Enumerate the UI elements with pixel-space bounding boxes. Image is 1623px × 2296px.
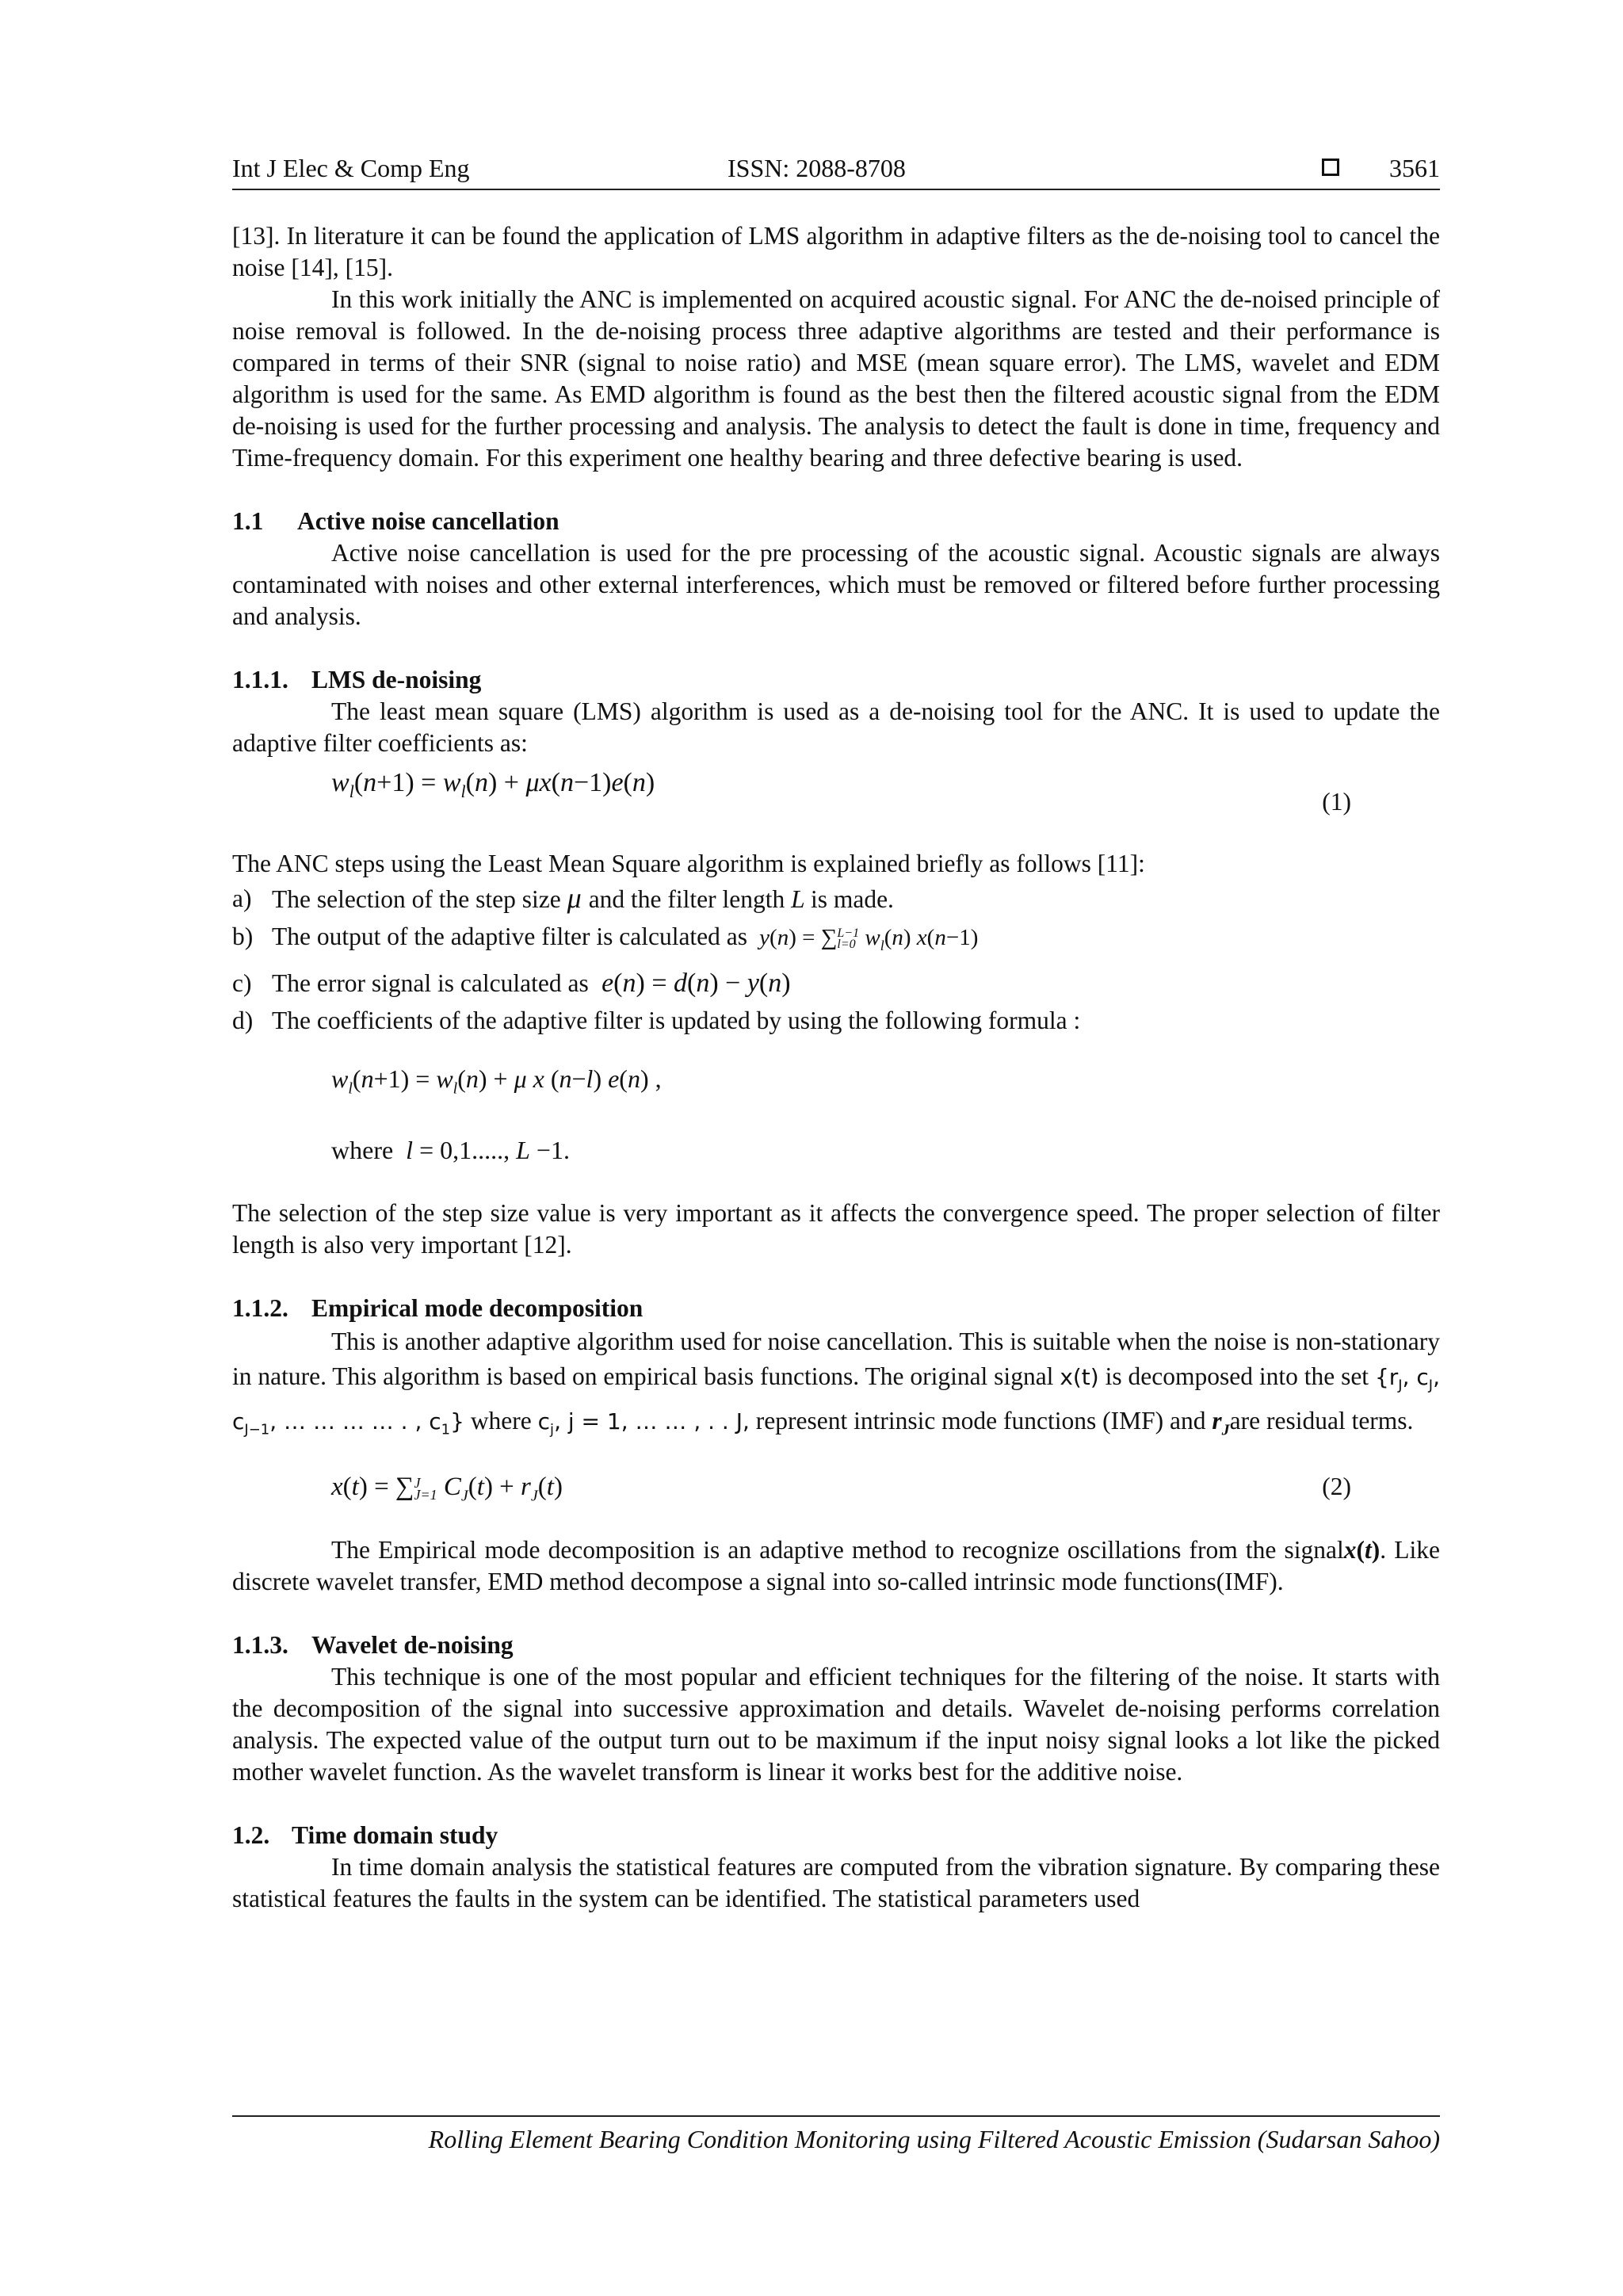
footer-title: Rolling Element Bearing Condition Monitoring using Filtered Acoustic Emission (Sudarsan Sahoo) [428, 2125, 1440, 2153]
issn: ISSN: 2088-8708 [727, 154, 906, 182]
section-heading-1-1-2: 1.1.2. Empirical mode decomposition [232, 1294, 643, 1323]
equation-1 [232, 759, 1440, 848]
list-item: b) The output of the adaptive filter is calculated as y(n) = ∑ L−1 l=0 $w_l(n)$ x(n−1) [232, 923, 979, 953]
section-1-1-2-paragraph-1: This is another adaptive algorithm used for noise cancellation. This is suitable when the noise is non-stationary in nature. This algorithm is based on empirical basis functions. The original signal x(t) is decomposed into the set {$r_J$, $c_J$, $c_{J-1}$, … … … … . , $c_1$} where $c_j$, j = 1, … … , . . J, represent intrinsic mode functions (IMF) and $r_Jare$ residual terms. [232, 1328, 1441, 1439]
section-1-1-paragraph: Active noise cancellation is used for the pre processing of the acoustic signal. Acoustic signals are always contaminated with noises and other external interferences, which must be removed or filtered before further processing and analysis. [232, 539, 1440, 630]
intro-paragraph-1: [13]. In literature it can be found the application of LMS algorithm in adaptive filters as the de-noising tool to cancel the noise [14], [15]. [232, 222, 1440, 281]
journal-name: Int J Elec & Comp Eng [232, 154, 470, 182]
list-item: c) The error signal is calculated as e(n) = d(n) − y(n) [232, 968, 791, 998]
page-footer [232, 2115, 1440, 2153]
section-1-1-1-closing: The selection of the step size value is very important as it affects the convergence speed. The proper selection of filter length is also very important [12]. [232, 1199, 1440, 1259]
section-1-1-3-paragraph: This technique is one of the most popular and efficient techniques for the filtering of the noise. It starts with the decomposition of the signal into successive approximation and details. Wavelet de-noising performs correlation analysis. The expected value of the output turn out to be maximum if the input noisy signal looks a lot like the picked mother wavelet function. As the wavelet transform is linear it works best for the additive noise. [232, 1663, 1440, 1786]
steps-intro: The ANC steps using the Least Mean Square algorithm is explained briefly as follows [11]: [232, 850, 1145, 877]
section-heading-1-1-3: 1.1.3. Wavelet de-noising [232, 1631, 514, 1660]
lms-update-formula: $w_l(n+1) = w_l(n) + \mu x(n-1)e(n)$ [331, 768, 655, 801]
section-1-1-2-paragraph-2: The Empirical mode decomposition is an adaptive method to recognize oscillations from the signalx(t). Like discrete wavelet transfer, EMD method decompose a signal into so-called intrinsic mode functions(IMF). [232, 1536, 1440, 1596]
intro-paragraph-2: In this work initially the ANC is implemented on acquired acoustic signal. For ANC the de-noised principle of noise removal is followed. In the de-noising process three adaptive algorithms are tested and their performance is compared in terms of their SNR (signal to noise ratio) and MSE (mean square error). The LMS, wavelet and EDM algorithm is used for the same. As EMD algorithm is found as the best then the filtered acoustic signal from the EDM de-noising is used for the further processing and analysis. The analysis to detect the fault is done in time, frequency and Time-frequency domain. For this experiment one healthy bearing and three defective bearing is used. [232, 285, 1440, 472]
section-heading-1-1-1: 1.1.1. LMS de-noising [232, 666, 482, 693]
section-1-1-1-paragraph: The least mean square (LMS) algorithm is used as a de-noising tool for the ANC. It is used to update the adaptive filter coefficients as: [232, 697, 1440, 757]
equation-2 [232, 1447, 1440, 1534]
section-heading-1-2: 1.2. Time domain study [232, 1821, 498, 1850]
section-heading-1-1: 1.1 Active noise cancellation [232, 507, 559, 535]
body-text [232, 220, 1440, 1915]
section-1-2-paragraph: In time domain analysis the statistical features are computed from the vibration signature. By comparing these statistical features the faults in the system can be identified. The statistical parameters used [232, 1853, 1440, 1913]
equation-number: (2) [1322, 1473, 1351, 1501]
list-item: d) The coefficients of the adaptive filter is updated by using the following formula : [232, 1006, 1081, 1034]
page-number: 3561 [1389, 154, 1440, 182]
emd-formula: x(t) = ∑ J J=1 $C_J(t) + r_J(t)$ [331, 1473, 563, 1505]
coefficient-update-formula: $w_l(n+1) = w_l(n) + \mu$ x (n−l) e(n) , [331, 1064, 662, 1098]
square-bullet-icon [1322, 159, 1339, 176]
page-header [232, 151, 1440, 190]
list-item: a) The selection of the step size μ and the filter length L is made. [232, 882, 894, 914]
equation-number: (1) [1322, 788, 1351, 816]
index-range: where l = 0,1....., L −1. [331, 1136, 570, 1165]
lms-steps-list [232, 880, 1440, 1039]
